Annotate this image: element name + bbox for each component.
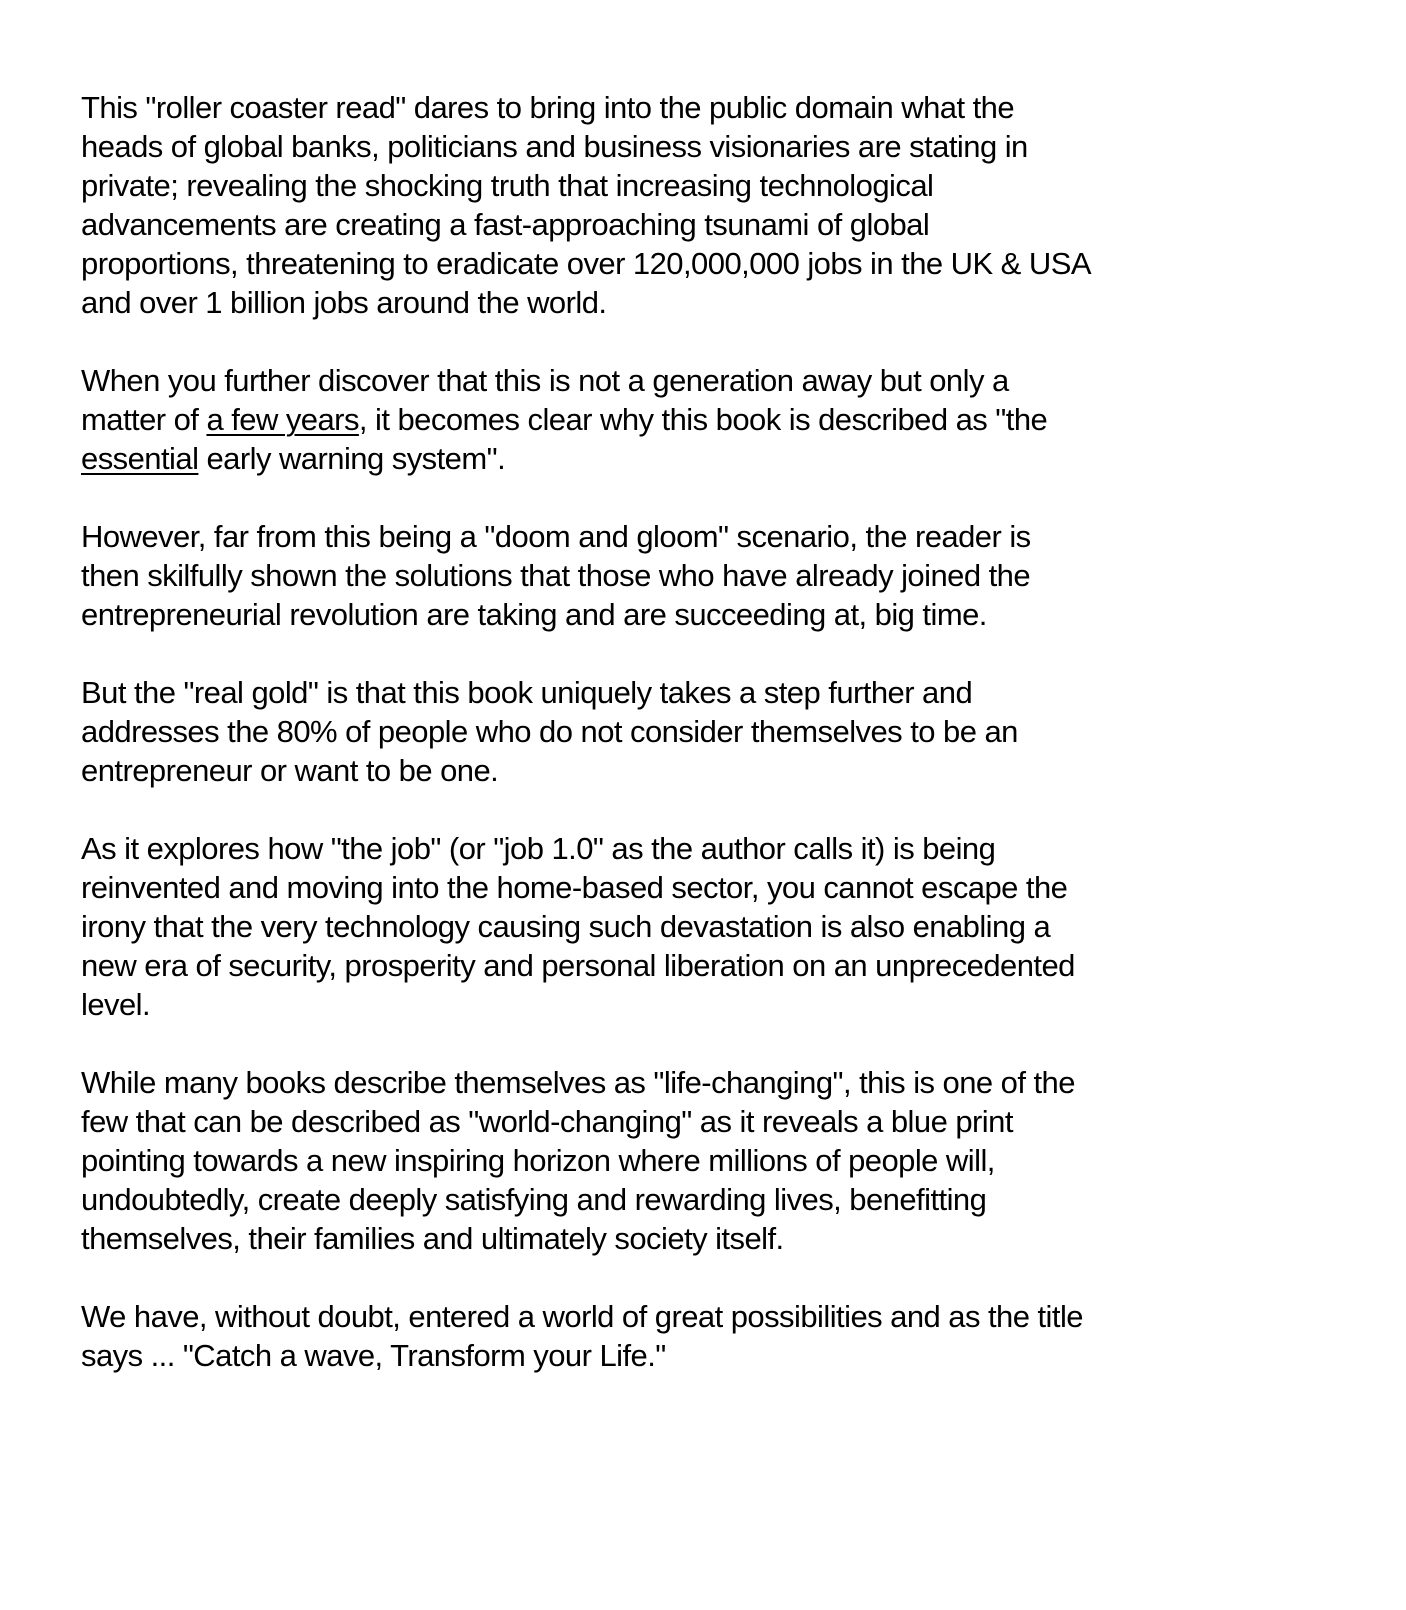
text-segment: , it becomes clear why this book is described as "the <box>358 402 1048 437</box>
paragraph-intro <box>81 88 1341 322</box>
text-line: But the "real gold" is that this book uniquely takes a step further and <box>81 675 973 710</box>
document-body <box>81 88 1341 1414</box>
text-line: entrepreneur or want to be one. <box>81 753 499 788</box>
paragraph-job-reinvented <box>81 829 1341 1024</box>
text-line: This "roller coaster read" dares to bring into the public domain what the <box>81 90 1015 125</box>
text-line: entrepreneurial revolution are taking and are succeeding at, big time. <box>81 597 987 632</box>
text-line: says ... "Catch a wave, Transform your Life." <box>81 1338 666 1373</box>
text-line: reinvented and moving into the home-based sector, you cannot escape the <box>81 870 1068 905</box>
text-line: few that can be described as "world-changing" as it reveals a blue print <box>81 1104 1013 1139</box>
paragraph-world-changing <box>81 1063 1341 1258</box>
paragraph-real-gold <box>81 673 1341 790</box>
text-line: pointing towards a new inspiring horizon where millions of people will, <box>81 1143 995 1178</box>
text-line: addresses the 80% of people who do not consider themselves to be an <box>81 714 1018 749</box>
paragraph-timeline <box>81 361 1341 478</box>
text-line <box>81 439 1341 478</box>
text-line: and over 1 billion jobs around the world. <box>81 285 607 320</box>
text-line: level. <box>81 987 151 1022</box>
text-line: As it explores how "the job" (or "job 1.0" as the author calls it) is being <box>81 831 996 866</box>
text-line: private; revealing the shocking truth that increasing technological <box>81 168 934 203</box>
underlined-text-a-few-years: a few years <box>206 402 359 437</box>
text-line: then skilfully shown the solutions that those who have already joined the <box>81 558 1031 593</box>
text-line: new era of security, prosperity and personal liberation on an unprecedented <box>81 948 1075 983</box>
text-segment: matter of <box>81 402 207 437</box>
text-segment: early warning system". <box>198 441 506 476</box>
text-line: proportions, threatening to eradicate over 120,000,000 jobs in the UK & USA <box>81 246 1091 281</box>
text-line: undoubtedly, create deeply satisfying and rewarding lives, benefitting <box>81 1182 987 1217</box>
text-line: irony that the very technology causing such devastation is also enabling a <box>81 909 1051 944</box>
paragraph-solutions <box>81 517 1341 634</box>
text-line: When you further discover that this is not a generation away but only a <box>81 363 1009 398</box>
underlined-text-essential: essential <box>81 441 199 476</box>
text-line: While many books describe themselves as "life-changing", this is one of the <box>81 1065 1075 1100</box>
text-line <box>81 400 1341 439</box>
text-line: We have, without doubt, entered a world of great possibilities and as the title <box>81 1299 1083 1334</box>
text-line: However, far from this being a "doom and gloom" scenario, the reader is <box>81 519 1031 554</box>
text-line: themselves, their families and ultimately society itself. <box>81 1221 784 1256</box>
paragraph-closing <box>81 1297 1341 1375</box>
text-line: heads of global banks, politicians and business visionaries are stating in <box>81 129 1028 164</box>
text-line: advancements are creating a fast-approaching tsunami of global <box>81 207 930 242</box>
